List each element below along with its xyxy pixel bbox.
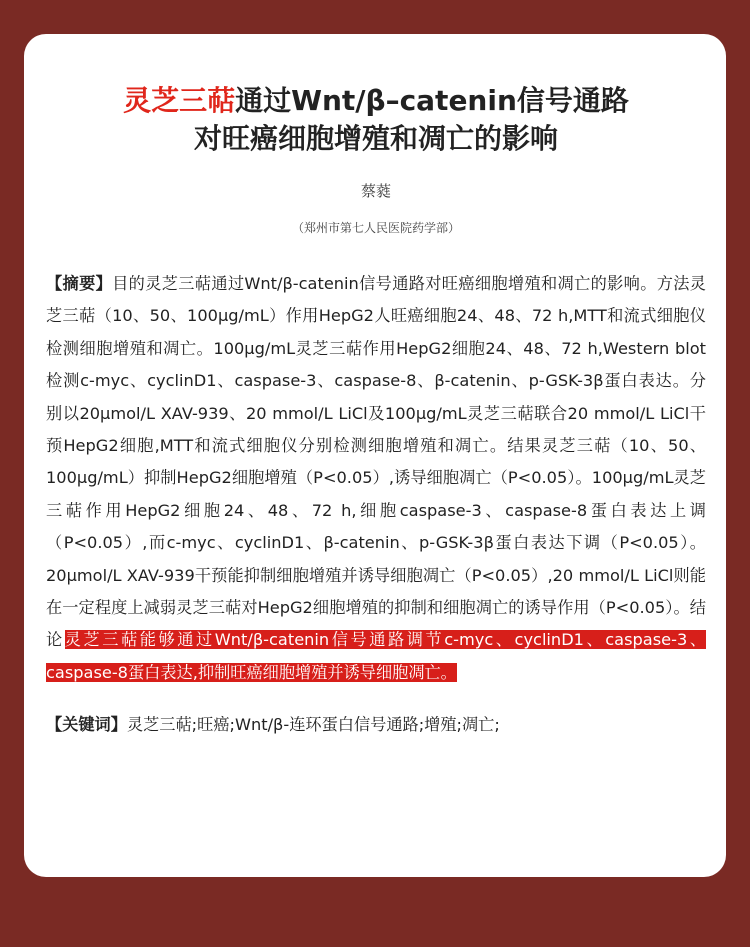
- keywords-line: [46, 709, 706, 741]
- title-rest-line1: 通过Wnt/β–catenin信号通路: [235, 84, 629, 117]
- article-title: [46, 82, 706, 158]
- abstract-body: 目的灵芝三萜通过Wnt/β-catenin信号通路对旺癌细胞增殖和凋亡的影响。方法灵芝三萜（10、50、100μg/mL）作用HepG2人旺癌细胞24、48、72 h,MTT和流式细胞仪检测细胞增殖和凋亡。100μg/mL灵芝三萜作用HepG2细胞24、48、72 h,Western blot检测c-myc、cyclinD1、caspase-3、caspase-8、β-catenin、p-GSK-3β蛋白表达。分别以20μmol/L XAV-939、20 mmol/L LiCl及100μg/mL灵芝三萜联合20 mmol/L LiCl干预HepG2细胞,MTT和流式细胞仪分别检测细胞增殖和凋亡。结果灵芝三萜（10、50、100μg/mL）抑制HepG2细胞增殖（P<0.05）,诱导细胞凋亡（P<0.05）。100μg/mL灵芝三萜作用HepG2细胞24、48、72 h,细胞caspase-3、caspase-8蛋白表达上调（P<0.05）,而c-myc、cyclinD1、β-catenin、p-GSK-3β蛋白表达下调（P<0.05）。20μmol/L XAV-939干预能抑制细胞增殖并诱导细胞凋亡（P<0.05）,20 mmol/L LiCl则能在一定程度上减弱灵芝三萜对HepG2细胞增殖的抑制和细胞凋亡的诱导作用（P<0.05）。结论: [46, 274, 706, 650]
- abstract-paragraph: [46, 268, 706, 689]
- conclusion-highlight: 灵芝三萜能够通过Wnt/β-catenin信号通路调节c-myc、cyclinD1、caspase-3、caspase-8蛋白表达,抑制旺癌细胞增殖并诱导细胞凋亡。: [46, 630, 707, 682]
- title-highlight: 灵芝三萜: [123, 84, 236, 117]
- title-line2: 对旺癌细胞增殖和凋亡的影响: [193, 122, 558, 155]
- keywords-label: 【关键词】: [46, 715, 127, 735]
- abstract-label: 【摘要】: [46, 274, 113, 293]
- keywords-text: 灵芝三萜;旺癌;Wnt/β-连环蛋白信号通路;增殖;凋亡;: [126, 715, 500, 735]
- article-card: [24, 34, 726, 877]
- author-affiliation: （郑州市第七人民医院药学部）: [291, 221, 460, 235]
- author-name: 蔡蕤: [360, 182, 391, 200]
